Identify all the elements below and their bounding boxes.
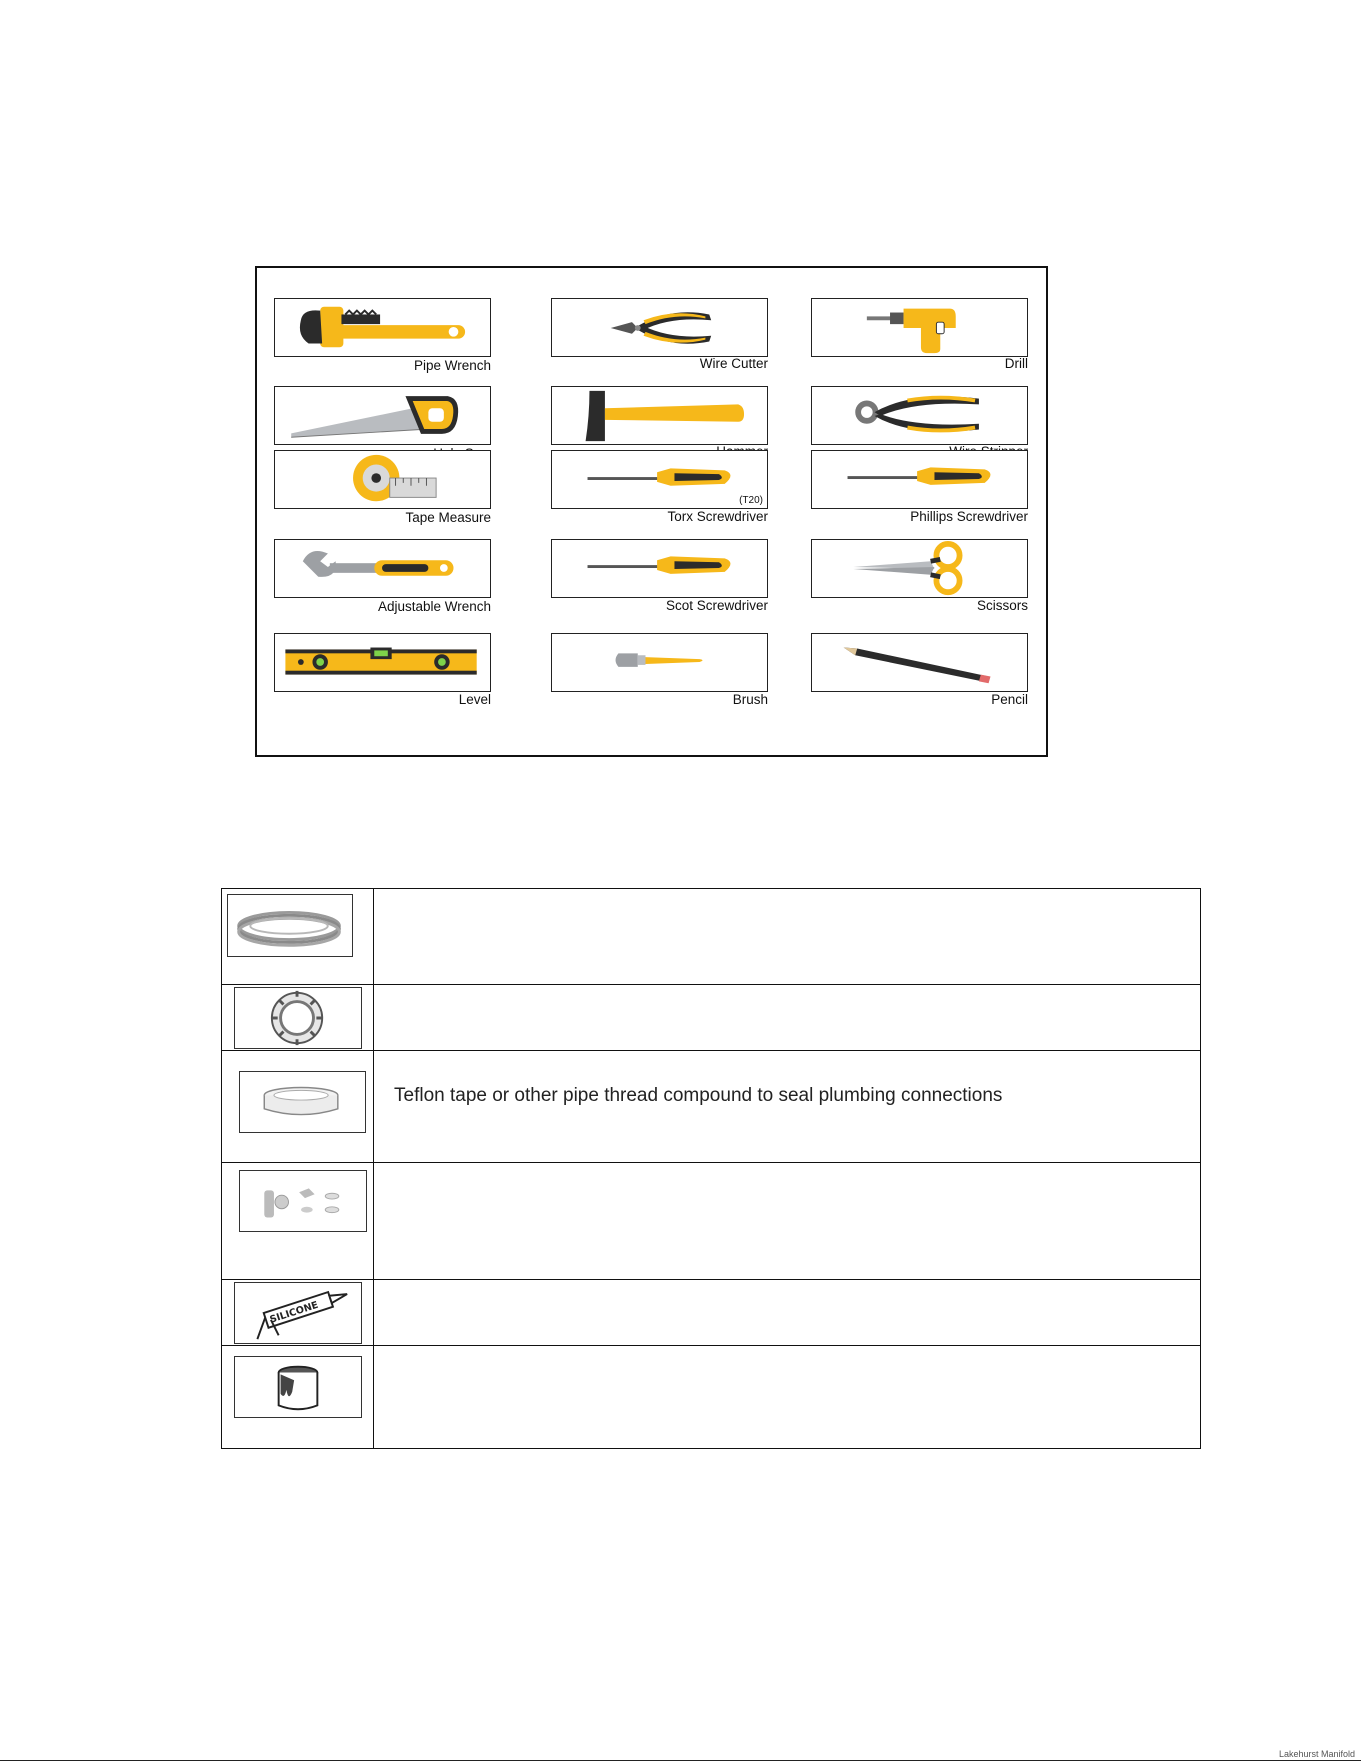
adjustable-wrench-icon bbox=[275, 540, 490, 597]
tool-label: Pencil bbox=[991, 692, 1028, 707]
tape-measure-icon bbox=[275, 451, 490, 508]
lock-nut-thumb bbox=[234, 987, 362, 1049]
materials-table bbox=[221, 888, 1201, 1449]
tool-box-hammer bbox=[551, 386, 768, 445]
wire-coil-thumb bbox=[227, 894, 353, 957]
hole-saw-icon bbox=[275, 387, 490, 444]
tool-label: Torx Screwdriver bbox=[667, 509, 768, 524]
silicone-gun-icon bbox=[235, 1283, 361, 1343]
tool-label: Pipe Wrench bbox=[413, 358, 491, 373]
wire-stripper-icon bbox=[812, 387, 1027, 444]
tool-label: Level bbox=[458, 692, 491, 707]
tools-panel bbox=[255, 266, 1048, 757]
footer-text: Lakehurst Manifold bbox=[1278, 1749, 1355, 1759]
material-row bbox=[222, 1346, 1200, 1448]
silicone-label: SILICONE bbox=[268, 1299, 320, 1326]
tool-box-scissors bbox=[811, 539, 1028, 598]
tool-box-phillips-screwdriver bbox=[811, 450, 1028, 509]
scot-screwdriver-icon bbox=[552, 540, 767, 597]
brush-icon bbox=[552, 634, 767, 691]
paint-can-icon bbox=[235, 1357, 361, 1417]
tool-label: Adjustable Wrench bbox=[377, 599, 491, 614]
fittings-icon bbox=[240, 1171, 366, 1231]
tool-box-hole-saw bbox=[274, 386, 491, 445]
material-row bbox=[222, 1280, 1200, 1346]
tool-box-tape-measure bbox=[274, 450, 491, 509]
tool-box-drill bbox=[811, 298, 1028, 357]
material-row bbox=[222, 985, 1200, 1051]
tool-label: Tape Measure bbox=[405, 510, 491, 525]
tape-roll-thumb bbox=[239, 1071, 366, 1133]
material-row bbox=[222, 1163, 1200, 1280]
material-description: Teflon tape or other pipe thread compound to seal plumbing connections bbox=[394, 1085, 1003, 1106]
tool-box-pencil bbox=[811, 633, 1028, 692]
material-row bbox=[222, 1051, 1200, 1163]
tape-roll-icon bbox=[240, 1072, 365, 1132]
tool-label: Phillips Screwdriver bbox=[910, 509, 1028, 524]
level-icon bbox=[275, 634, 490, 691]
material-row bbox=[222, 889, 1200, 985]
paint-can-thumb bbox=[234, 1356, 362, 1418]
torx-size-note: (T20) bbox=[739, 495, 763, 506]
silicone-gun-thumb bbox=[234, 1282, 362, 1344]
fittings-thumb bbox=[239, 1170, 367, 1232]
phillips-screwdriver-icon bbox=[812, 451, 1027, 508]
wire-coil-icon bbox=[228, 895, 352, 956]
drill-icon bbox=[812, 299, 1027, 356]
tool-label: Drill bbox=[1004, 356, 1028, 371]
tool-label: Scissors bbox=[976, 598, 1028, 613]
tool-box-brush bbox=[551, 633, 768, 692]
tool-box-wire-stripper bbox=[811, 386, 1028, 445]
wire-cutter-icon bbox=[552, 299, 767, 356]
tool-box-pipe-wrench bbox=[274, 298, 491, 357]
hammer-icon bbox=[552, 387, 767, 444]
pencil-icon bbox=[812, 634, 1027, 691]
tool-label: Scot Screwdriver bbox=[665, 598, 768, 613]
scissors-icon bbox=[812, 540, 1027, 597]
tool-label: Brush bbox=[732, 692, 768, 707]
tool-box-wire-cutter bbox=[551, 298, 768, 357]
pipe-wrench-icon bbox=[275, 299, 490, 356]
tool-box-scot-screwdriver bbox=[551, 539, 768, 598]
tool-box-adjustable-wrench bbox=[274, 539, 491, 598]
torx-screwdriver-icon bbox=[552, 451, 767, 508]
tool-box-level bbox=[274, 633, 491, 692]
lock-nut-icon bbox=[235, 988, 361, 1048]
tool-box-torx-screwdriver bbox=[551, 450, 768, 509]
tool-label: Wire Cutter bbox=[699, 356, 768, 371]
